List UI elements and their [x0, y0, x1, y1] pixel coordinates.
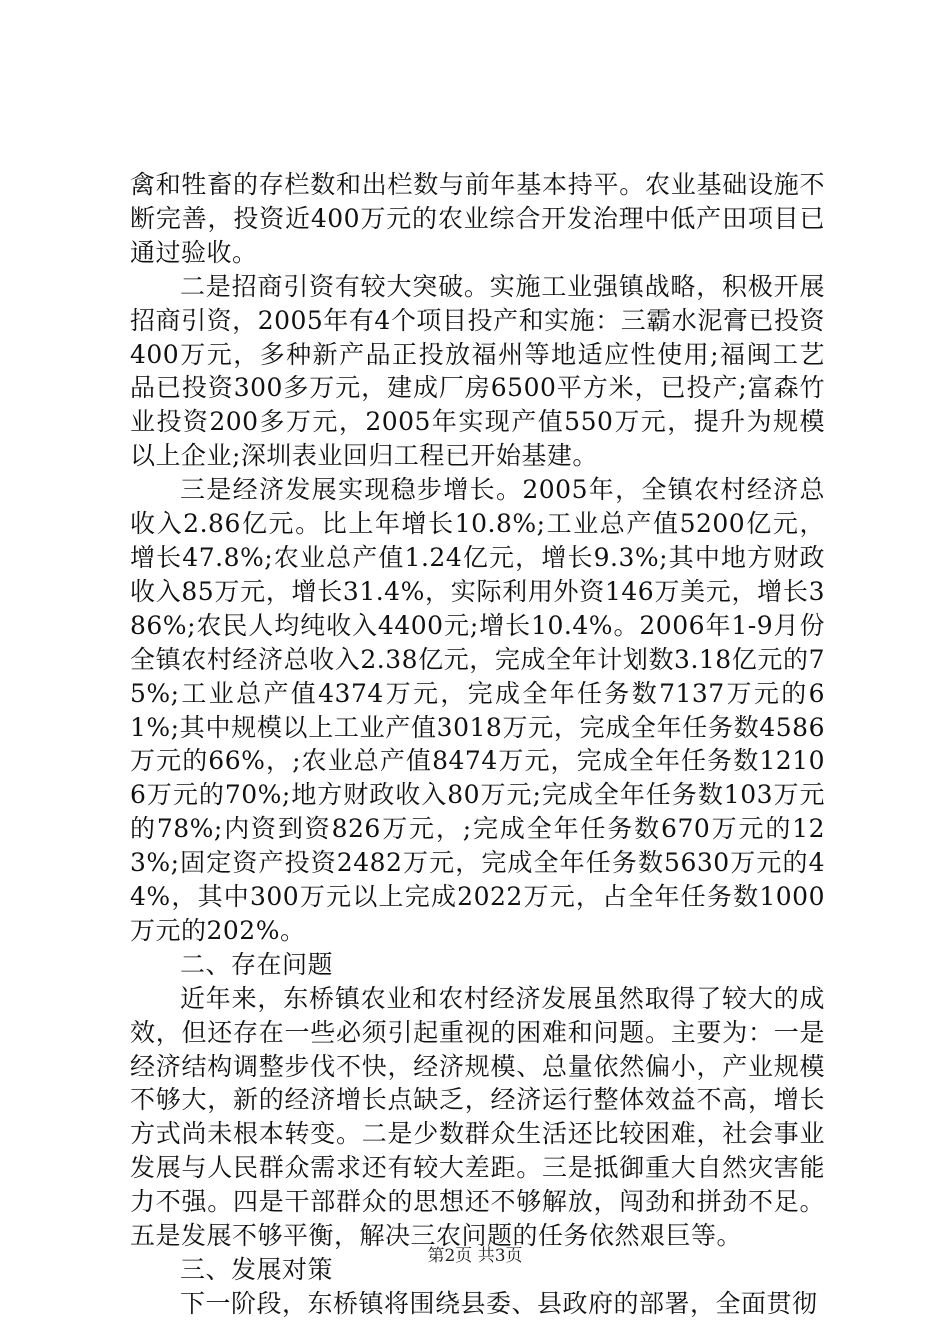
document-body — [130, 168, 825, 1321]
page-footer — [0, 1244, 950, 1268]
paragraph-continuation: 禽和牲畜的存栏数和出栏数与前年基本持平。农业基础设施不断完善，投资近400万元的农业综合开发治理中低产田项目已通过验收。 — [130, 170, 825, 267]
paragraph-investment: 二是招商引资有较大突破。实施工业强镇战略，积极开展招商引资，2005年有4个项目投产和实施：三霸水泥膏已投资400万元，多种新产品正投放福州等地适应性使用;福闽工艺品已投资300多万元，建成厂房6500平方米，已投产;富森竹业投资200多万元，2005年实现产值550万元，提升为规模以上企业;深圳表业回归工程已开始基建。 — [130, 271, 825, 471]
section-heading-problems: 二、存在问题 — [180, 949, 334, 979]
page-number-label: 第2页 共3页 — [427, 1246, 523, 1266]
section-heading-countermeasures: 三、发展对策 — [180, 1255, 334, 1284]
paragraph-next-stage: 下一阶段，东桥镇将围绕县委、县政府的部署，全面贯彻 — [180, 1288, 818, 1318]
paragraph-problems: 近年来，东桥镇农业和农村经济发展虽然取得了较大的成效，但还存在一些必须引起重视的困难和问题。主要为：一是经济结构调整步伐不快，经济规模、总量依然偏小，产业规模不够大，新的经济增长点缺乏，经济运行整体效益不高，增长方式尚未根本转变。二是少数群众生活还比较困难，社会事业发展与人民群众需求还有较大差距。三是抵御重大自然灾害能力不强。四是干部群众的思想还不够解放，闯劲和拼劲不足。五是发展不够平衡，解决三农问题的任务依然艰巨等。 — [130, 983, 825, 1251]
paragraph-economic-growth: 三是经济发展实现稳步增长。2005年，全镇农村经济总收入2.86亿元。比上年增长10.8%;工业总产值5200亿元，增长47.8%;农业总产值1.24亿元，增长9.3%;其中地方财政收入85万元，增长31.4%，实际利用外资146万美元，增长386%;农民人均纯收入4400元;增长10.4%。2006年1-9月份全镇农村经济总收入2.38亿元，完成全年计划数3.18亿元的75%;工业总产值4374万元，完成全年任务数7137万元的61%;其中规模以上工业产值3018万元，完成全年任务数4586万元的66%，;农业总产值8474万元，完成全年任务数12106万元的70%;地方财政收入80万元;完成全年任务数103万元的78%;内资到资826万元，;完成全年任务数670万元的123%;固定资产投资2482万元，完成全年任务数5630万元的44%，其中300万元以上完成2022万元，占全年任务数1000万元的202%。 — [130, 475, 825, 945]
